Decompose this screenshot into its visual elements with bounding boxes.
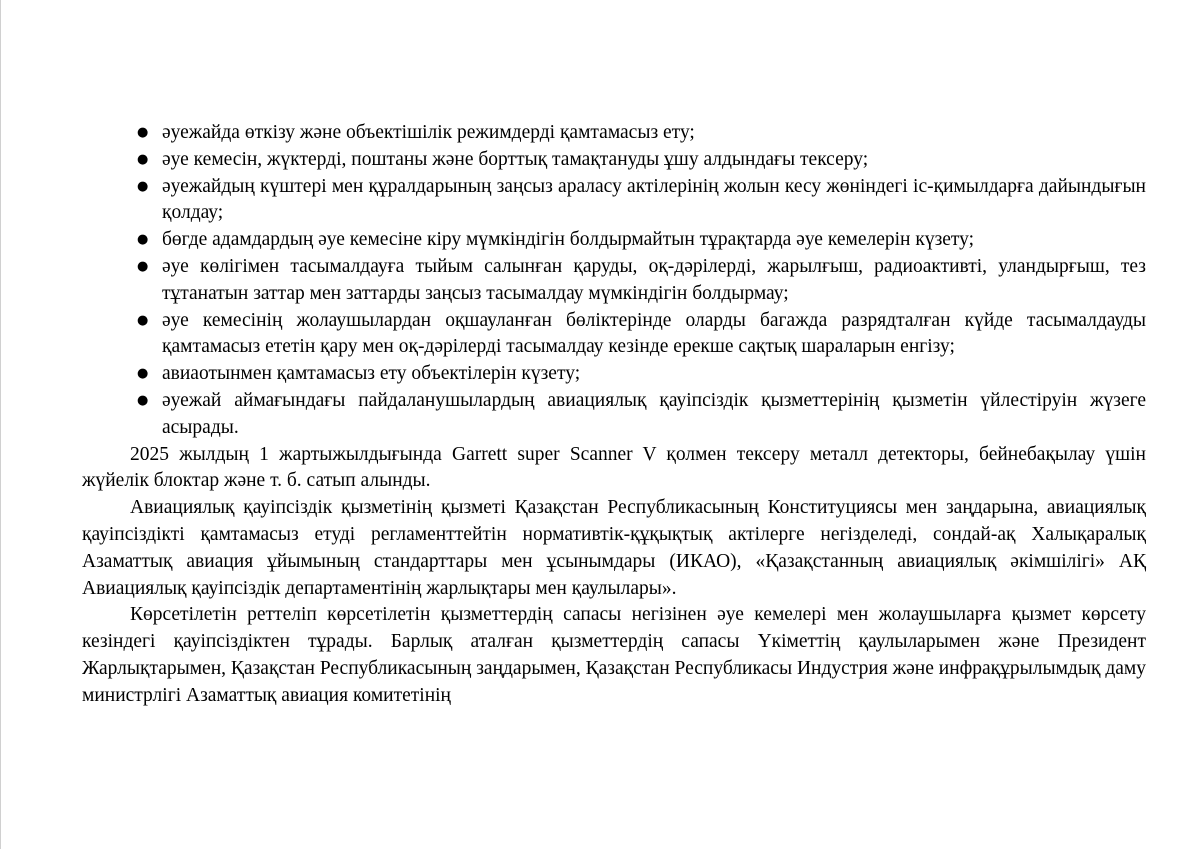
document-page xyxy=(82,120,1146,710)
bullet-dot-icon: ● xyxy=(137,392,149,408)
bullet-list xyxy=(82,120,1146,442)
bullet-text: авиаотынмен қамтамасыз ету объектілерін күзету; xyxy=(162,363,581,385)
page-edge-border xyxy=(0,0,1,849)
bullet-item xyxy=(82,174,1146,228)
bullet-dot-icon: ● xyxy=(137,178,149,194)
paragraph-purchases: 2025 жылдың 1 жартыжылдығында Garrett super Scanner V қолмен тексеру металл детекторы, бейнебақылау үшін жүйелік блоктар және т. б. сатып алынды. xyxy=(82,443,1146,492)
bullet-item xyxy=(82,388,1146,442)
bullet-item xyxy=(82,254,1146,308)
paragraph-service-quality: Көрсетілетін реттеліп көрсетілетін қызметтердің сапасы негізінен әуе кемелері мен жолаушыларға қызмет көрсету кезіндегі қауіпсіздіктен тұрады. Барлық аталған қызметтердің сапасы Үкіметтің қаулыларымен және Президент Жарлықтарымен, Қазақстан Республикасының заңдарымен, Қазақстан Республикасы Индустрия және инфрақұрылымдық даму министрлігі Азаматтық авиация комитетінің xyxy=(82,604,1146,706)
bullet-item xyxy=(82,308,1146,362)
bullet-dot-icon: ● xyxy=(137,151,149,167)
bullet-text: әуе кемесін, жүктерді, поштаны және борттық тамақтануды ұшу алдындағы тексеру; xyxy=(162,148,869,170)
bullet-dot-icon: ● xyxy=(137,366,149,382)
bullet-text: әуе көлігімен тасымалдауға тыйым салынған қаруды, оқ-дәрілерді, жарылғыш, радиоактивті, уландырғыш, тез тұтанатын заттар мен заттарды заңсыз тасымалдау мүмкіндігін болдырмау; xyxy=(162,255,1146,304)
bullet-text: әуежайда өткізу және объектішілік режимдерді қамтамасыз ету; xyxy=(162,122,695,143)
bullet-dot-icon: ● xyxy=(137,312,149,328)
bullet-dot-icon: ● xyxy=(137,258,149,274)
bullet-item xyxy=(82,361,1146,388)
bullet-text: әуе кемесінің жолаушылардан оқшауланған бөліктерінде оларды багажда разрядталған күйде тасымалдауды қамтамасыз ететін қару мен оқ-дәрілерді тасымалдау кезінде ерекше сақтық шараларын енгізу; xyxy=(162,309,1146,358)
bullet-text: әуежайдың күштері мен құралдарының заңсыз араласу актілерінің жолын кесу жөніндегі іс-қимылдарға дайындығын қолдау; xyxy=(162,175,1146,224)
bullet-text: әуежай аймағындағы пайдаланушылардың авиациялық қауіпсіздік қызметтерінің қызметін үйлестіруін жүзеге асырады. xyxy=(162,389,1146,438)
bullet-dot-icon: ● xyxy=(137,125,149,140)
paragraph-legal-basis: Авиациялық қауіпсіздік қызметінің қызметі Қазақстан Республикасының Конституциясы мен заңдарына, авиациялық қауіпсіздікті қамтамасыз етуді регламенттейтін нормативтік-құқықтық актілерге негізделеді, сондай-ақ Халықаралық Азаматтық авиация ұйымының стандарттары мен ұсынымдары (ИКАО), «Қазақстанның авиациялық әкімшілігі» АҚ Авиациялық қауіпсіздік департаментінің жарлықтары мен қаулылары». xyxy=(82,497,1146,599)
bullet-item xyxy=(82,120,1146,147)
bullet-text: бөгде адамдардың әуе кемесіне кіру мүмкіндігін болдырмайтын тұрақтарда әуе кемелерін күзету; xyxy=(162,229,975,251)
bullet-item xyxy=(82,227,1146,254)
bullet-dot-icon: ● xyxy=(137,232,149,248)
bullet-item xyxy=(82,147,1146,174)
